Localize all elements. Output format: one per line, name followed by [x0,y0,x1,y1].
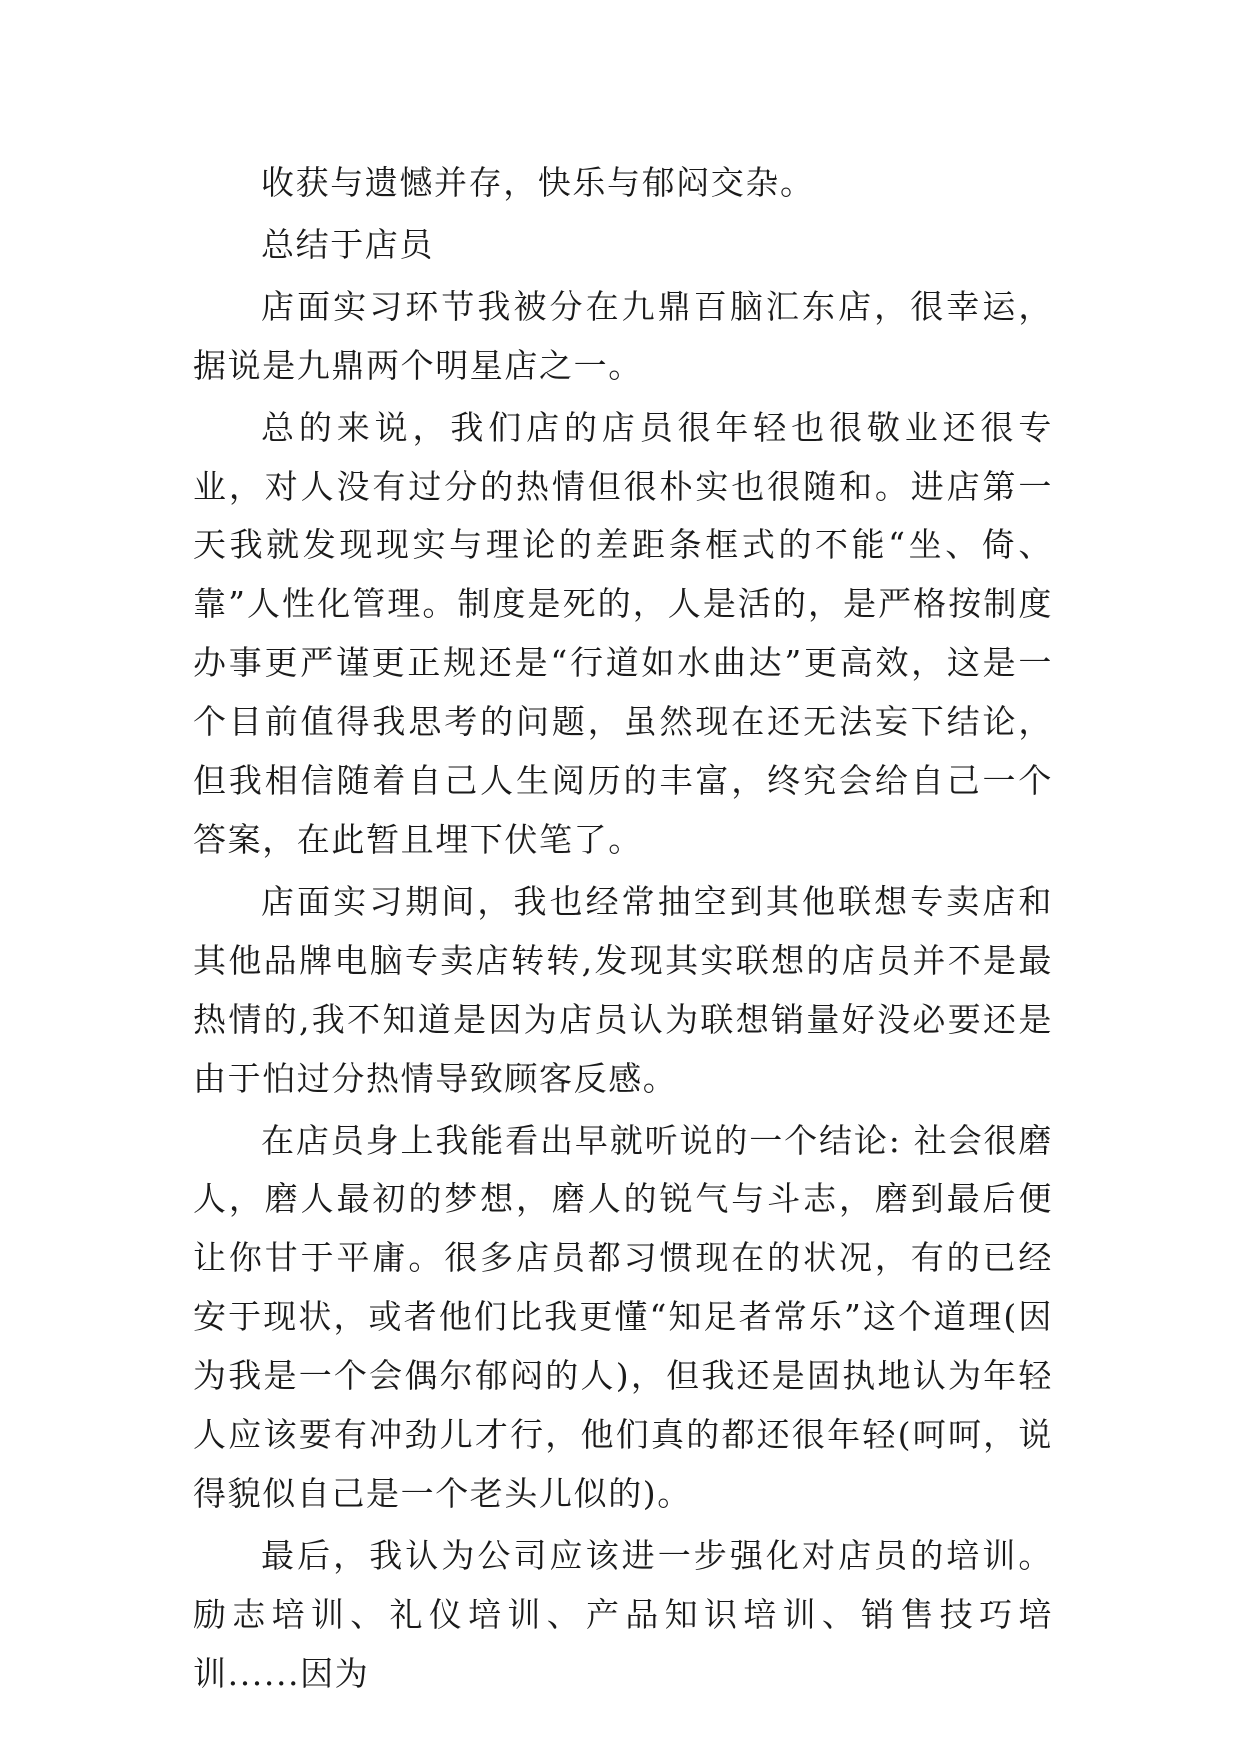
paragraph-training-suggestion: 最后，我认为公司应该进一步强化对店员的培训。励志培训、礼仪培训、产品知识培训、销售技巧培训......因为 [193,1535,1053,1693]
paragraph-clerk-overview: 总的来说，我们店的店员很年轻也很敬业还很专业，对人没有过分的热情但很朴实也很随和。进店第一天我就发现现实与理论的差距条框式的不能“坐、倚、靠”人性化管理。制度是死的，人是活的，是严格按制度办事更严谨更正规还是“行道如水曲达”更高效，这是一个目前值得我思考的问题，虽然现在还无法妄下结论，但我相信随着自己人生阅历的丰富，终究会给自己一个答案，在此暂且埋下伏笔了。 [193,407,1053,859]
paragraph-store-assignment: 店面实习环节我被分在九鼎百脑汇东店，很幸运，据说是九鼎两个明星店之一。 [193,286,1053,385]
paragraph-society-conclusion: 在店员身上我能看出早就听说的一个结论: 社会很磨人，磨人最初的梦想，磨人的锐气与斗志，磨到最后便让你甘于平庸。很多店员都习惯现在的状况，有的已经安于现状，或者他们比我更懂“知足者常乐”这个道理(因为我是一个会偶尔郁闷的人)，但我还是固执地认为年轻人应该要有冲劲儿才行，他们真的都还很年轻(呵呵，说得貌似自己是一个老头儿似的)。 [193,1120,1053,1513]
section-heading-clerks: 总结于店员 [261,224,434,264]
paragraph-other-stores: 店面实习期间，我也经常抽空到其他联想专卖店和其他品牌电脑专卖店转转,发现其实联想的店员并不是最热情的,我不知道是因为店员认为联想销量好没必要还是由于怕过分热情导致顾客反感。 [193,881,1053,1098]
paragraph-gains-regrets: 收获与遗憾并存，快乐与郁闷交杂。 [261,163,815,202]
document-body [193,154,1053,1704]
